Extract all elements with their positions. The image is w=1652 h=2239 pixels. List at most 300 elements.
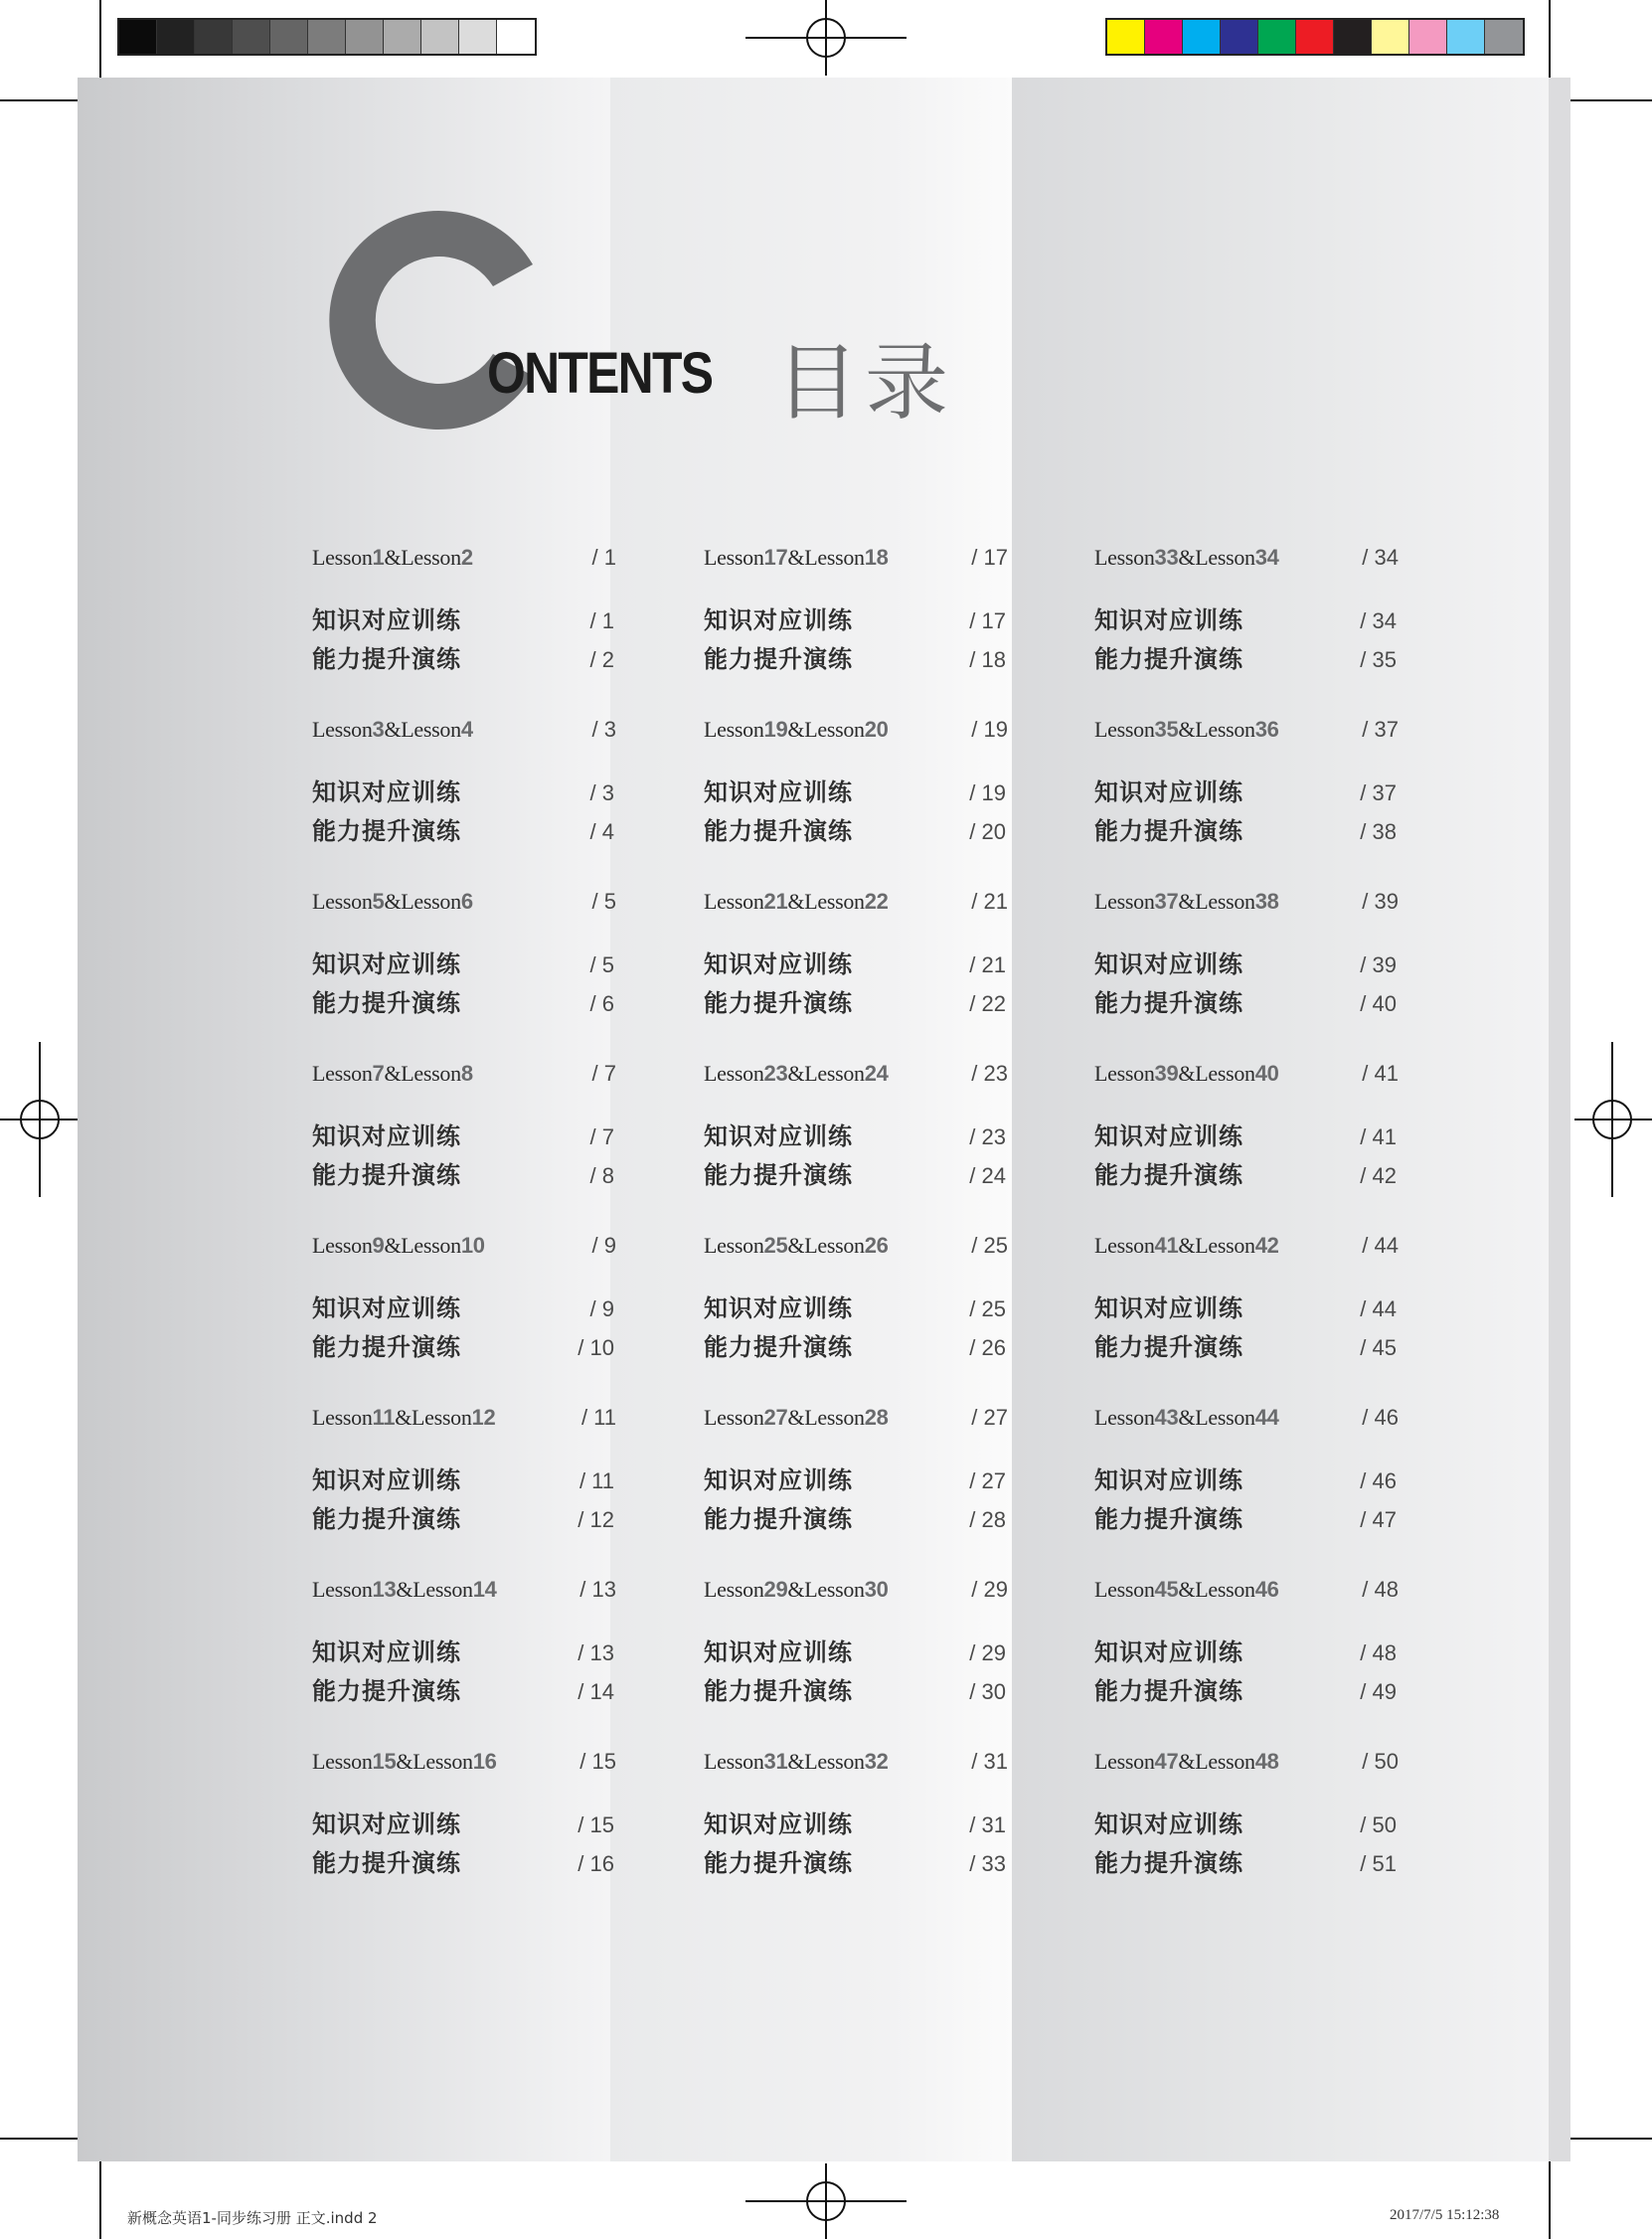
lesson-word: Lesson xyxy=(704,545,764,570)
ability-practice-label: 能力提升演练 xyxy=(312,1505,461,1533)
page-number: / 21 xyxy=(971,889,1008,914)
ability-practice-label: 能力提升演练 xyxy=(704,989,853,1017)
lesson-row xyxy=(1094,1233,1399,1259)
lesson-title xyxy=(312,1405,495,1431)
lesson-title xyxy=(704,1061,889,1087)
page-number: / 41 xyxy=(1360,1124,1397,1149)
ability-practice-label: 能力提升演练 xyxy=(312,1333,461,1361)
contents-title: ONTENTS xyxy=(487,341,713,406)
color-swatch xyxy=(157,20,195,54)
lesson-number: 48 xyxy=(1254,1749,1279,1774)
knowledge-row xyxy=(704,1117,1008,1151)
knowledge-training-label: 知识对应训练 xyxy=(1094,606,1243,634)
page-number: / 33 xyxy=(969,1851,1006,1876)
lesson-row xyxy=(1094,1749,1399,1775)
lesson-number: 3 xyxy=(372,717,385,742)
page-number: / 34 xyxy=(1362,545,1399,570)
page-number: / 50 xyxy=(1360,1812,1397,1837)
ability-practice-label: 能力提升演练 xyxy=(1094,1161,1243,1189)
lesson-number: 42 xyxy=(1254,1233,1279,1258)
toc-entry xyxy=(704,889,1008,1061)
ability-row xyxy=(312,983,616,1018)
ability-row xyxy=(704,983,1008,1018)
page-number: / 17 xyxy=(969,608,1006,633)
lesson-row xyxy=(1094,1577,1399,1603)
lesson-title xyxy=(704,1405,889,1431)
page-number: / 1 xyxy=(589,608,614,633)
lesson-word: Lesson xyxy=(1195,717,1255,742)
lesson-word: Lesson xyxy=(412,1405,472,1430)
lesson-number: 36 xyxy=(1254,717,1279,742)
ability-row xyxy=(312,1155,616,1190)
knowledge-row xyxy=(312,1805,616,1839)
toc-entry xyxy=(704,1061,1008,1233)
knowledge-row xyxy=(1094,1461,1399,1495)
lesson-number: 46 xyxy=(1254,1577,1279,1602)
ability-row xyxy=(704,1499,1008,1534)
color-swatch xyxy=(1221,20,1258,54)
ampersand: & xyxy=(384,717,402,742)
page-number: / 8 xyxy=(589,1163,614,1188)
lesson-title xyxy=(704,717,889,743)
lesson-number: 14 xyxy=(472,1577,497,1602)
lesson-number: 1 xyxy=(372,545,385,570)
lesson-word: Lesson xyxy=(1094,717,1155,742)
ampersand: & xyxy=(1178,1405,1196,1430)
knowledge-training-label: 知识对应训练 xyxy=(704,1294,853,1322)
ampersand: & xyxy=(787,1061,805,1086)
lesson-word: Lesson xyxy=(704,1061,764,1086)
ability-row xyxy=(1094,639,1399,674)
lesson-word: Lesson xyxy=(401,1061,461,1086)
lesson-row xyxy=(312,1749,616,1775)
lesson-title xyxy=(1094,1233,1279,1259)
color-swatch xyxy=(384,20,421,54)
page-number: / 19 xyxy=(971,717,1008,742)
color-swatch xyxy=(119,20,157,54)
knowledge-training-label: 知识对应训练 xyxy=(1094,1638,1243,1666)
toc-entry xyxy=(704,1405,1008,1577)
lesson-number: 10 xyxy=(460,1233,485,1258)
color-swatch xyxy=(1409,20,1447,54)
lesson-number: 24 xyxy=(864,1061,889,1086)
lesson-number: 35 xyxy=(1154,717,1179,742)
toc-entry xyxy=(312,889,616,1061)
color-swatch xyxy=(1258,20,1296,54)
lesson-word: Lesson xyxy=(1094,1061,1155,1086)
ampersand: & xyxy=(384,545,402,570)
page-number: / 19 xyxy=(969,780,1006,805)
lesson-word: Lesson xyxy=(704,1577,764,1602)
lesson-title xyxy=(1094,1749,1279,1775)
toc-entry xyxy=(1094,1749,1399,1921)
page-number: / 9 xyxy=(591,1233,616,1258)
lesson-word: Lesson xyxy=(804,545,865,570)
lesson-word: Lesson xyxy=(1094,1233,1155,1258)
lesson-word: Lesson xyxy=(704,1749,764,1774)
ampersand: & xyxy=(384,1233,402,1258)
lesson-word: Lesson xyxy=(312,1405,373,1430)
ability-practice-label: 能力提升演练 xyxy=(704,817,853,845)
ability-practice-label: 能力提升演练 xyxy=(312,1161,461,1189)
lesson-word: Lesson xyxy=(704,1405,764,1430)
lesson-number: 40 xyxy=(1254,1061,1279,1086)
color-swatch xyxy=(195,20,233,54)
ability-practice-label: 能力提升演练 xyxy=(1094,645,1243,673)
page-number: / 48 xyxy=(1360,1640,1397,1665)
lesson-number: 34 xyxy=(1254,545,1279,570)
footer-file-info: 新概念英语1-同步练习册 正文.indd 2 xyxy=(127,2209,378,2227)
color-swatch xyxy=(308,20,346,54)
page-number: / 17 xyxy=(971,545,1008,570)
lesson-number: 17 xyxy=(763,545,788,570)
knowledge-training-label: 知识对应训练 xyxy=(704,1810,853,1838)
ability-row xyxy=(312,811,616,846)
lesson-number: 44 xyxy=(1254,1405,1279,1430)
knowledge-training-label: 知识对应训练 xyxy=(312,950,461,978)
color-swatch xyxy=(421,20,459,54)
ability-row xyxy=(704,639,1008,674)
page-number: / 20 xyxy=(969,819,1006,844)
lesson-number: 5 xyxy=(372,889,385,914)
lesson-title xyxy=(312,1061,473,1087)
lesson-row xyxy=(312,1233,616,1259)
lesson-title xyxy=(312,1749,497,1775)
page-number: / 3 xyxy=(589,780,614,805)
page-number: / 25 xyxy=(971,1233,1008,1258)
knowledge-row xyxy=(312,601,616,635)
lesson-title xyxy=(312,545,473,571)
lesson-row xyxy=(312,889,616,915)
lesson-word: Lesson xyxy=(1195,1405,1255,1430)
lesson-row xyxy=(1094,889,1399,915)
page-number: / 22 xyxy=(969,991,1006,1016)
ampersand: & xyxy=(384,1061,402,1086)
lesson-number: 2 xyxy=(460,545,473,570)
lesson-number: 12 xyxy=(471,1405,496,1430)
ability-row xyxy=(312,1499,616,1534)
knowledge-training-label: 知识对应训练 xyxy=(1094,950,1243,978)
page-number: / 4 xyxy=(589,819,614,844)
lesson-number: 26 xyxy=(864,1233,889,1258)
page-number: / 16 xyxy=(578,1851,614,1876)
lesson-word: Lesson xyxy=(1094,545,1155,570)
page-number: / 13 xyxy=(579,1577,616,1602)
knowledge-row xyxy=(1094,1633,1399,1667)
toc-entry xyxy=(1094,717,1399,889)
page-number: / 14 xyxy=(578,1679,614,1704)
page-number: / 44 xyxy=(1362,1233,1399,1258)
page-number: / 25 xyxy=(969,1296,1006,1321)
lesson-number: 41 xyxy=(1154,1233,1179,1258)
lesson-word: Lesson xyxy=(1195,1577,1255,1602)
ability-practice-label: 能力提升演练 xyxy=(1094,1677,1243,1705)
knowledge-training-label: 知识对应训练 xyxy=(704,1638,853,1666)
ability-row xyxy=(704,1843,1008,1878)
page-number: / 31 xyxy=(969,1812,1006,1837)
knowledge-row xyxy=(704,1461,1008,1495)
knowledge-row xyxy=(704,1805,1008,1839)
color-swatch xyxy=(459,20,497,54)
page-number: / 11 xyxy=(580,1405,616,1430)
ability-practice-label: 能力提升演练 xyxy=(704,645,853,673)
lesson-number: 29 xyxy=(763,1577,788,1602)
color-calibration-bar xyxy=(1105,18,1525,56)
page-number: / 13 xyxy=(578,1640,614,1665)
color-swatch xyxy=(1447,20,1485,54)
knowledge-training-label: 知识对应训练 xyxy=(312,1122,461,1150)
page-number: / 3 xyxy=(591,717,616,742)
footer-timestamp: 2017/7/5 15:12:38 xyxy=(1390,2207,1500,2223)
lesson-word: Lesson xyxy=(1195,889,1255,914)
ability-practice-label: 能力提升演练 xyxy=(312,989,461,1017)
page-number: / 49 xyxy=(1360,1679,1397,1704)
lesson-row xyxy=(704,1405,1008,1431)
lesson-number: 11 xyxy=(372,1405,396,1430)
page-number: / 30 xyxy=(969,1679,1006,1704)
ampersand: & xyxy=(787,545,805,570)
toc-entry xyxy=(1094,1233,1399,1405)
lesson-row xyxy=(312,1405,616,1431)
lesson-title xyxy=(704,1749,889,1775)
lesson-number: 21 xyxy=(763,889,788,914)
ability-row xyxy=(312,1843,616,1878)
page-number: / 23 xyxy=(969,1124,1006,1149)
ampersand: & xyxy=(787,889,805,914)
page-number: / 39 xyxy=(1360,952,1397,977)
knowledge-row xyxy=(704,1633,1008,1667)
lesson-number: 6 xyxy=(460,889,473,914)
lesson-row xyxy=(312,545,616,571)
color-swatch xyxy=(1145,20,1183,54)
ampersand: & xyxy=(787,1749,805,1774)
knowledge-training-label: 知识对应训练 xyxy=(312,1294,461,1322)
lesson-row xyxy=(312,717,616,743)
ability-practice-label: 能力提升演练 xyxy=(704,1333,853,1361)
knowledge-training-label: 知识对应训练 xyxy=(312,606,461,634)
page-number: / 51 xyxy=(1360,1851,1397,1876)
lesson-number: 23 xyxy=(763,1061,788,1086)
knowledge-row xyxy=(312,1461,616,1495)
ability-row xyxy=(1094,1327,1399,1362)
lesson-number: 37 xyxy=(1154,889,1179,914)
lesson-number: 25 xyxy=(763,1233,788,1258)
lesson-number: 19 xyxy=(763,717,788,742)
toc-entry xyxy=(312,717,616,889)
page-number: / 28 xyxy=(969,1507,1006,1532)
page-number: / 40 xyxy=(1360,991,1397,1016)
color-swatch xyxy=(1372,20,1409,54)
lesson-row xyxy=(704,1061,1008,1087)
toc-column-1 xyxy=(312,545,616,1921)
page-number: / 46 xyxy=(1362,1405,1399,1430)
lesson-title xyxy=(312,717,473,743)
page-number: / 1 xyxy=(591,545,616,570)
ability-row xyxy=(1094,1499,1399,1534)
contents-title-chinese: 目录 xyxy=(775,334,955,431)
page-number: / 42 xyxy=(1360,1163,1397,1188)
lesson-word: Lesson xyxy=(1195,1749,1255,1774)
knowledge-training-label: 知识对应训练 xyxy=(312,1638,461,1666)
ampersand: & xyxy=(787,1405,805,1430)
knowledge-training-label: 知识对应训练 xyxy=(704,950,853,978)
ampersand: & xyxy=(1178,1061,1196,1086)
lesson-word: Lesson xyxy=(704,889,764,914)
lesson-number: 33 xyxy=(1154,545,1179,570)
ability-row xyxy=(704,1327,1008,1362)
ability-practice-label: 能力提升演练 xyxy=(1094,1849,1243,1877)
knowledge-row xyxy=(312,945,616,979)
ampersand: & xyxy=(396,1577,413,1602)
color-swatch xyxy=(1183,20,1221,54)
page-number: / 37 xyxy=(1362,717,1399,742)
lesson-title xyxy=(1094,717,1279,743)
page-number: / 21 xyxy=(969,952,1006,977)
toc-entry xyxy=(1094,1061,1399,1233)
grayscale-calibration-bar xyxy=(117,18,537,56)
ability-row xyxy=(1094,1671,1399,1706)
lesson-row xyxy=(704,1749,1008,1775)
page-number: / 47 xyxy=(1360,1507,1397,1532)
page-number: / 15 xyxy=(579,1749,616,1774)
page-number: / 18 xyxy=(969,647,1006,672)
ampersand: & xyxy=(1178,545,1196,570)
ability-row xyxy=(312,639,616,674)
lesson-word: Lesson xyxy=(804,717,865,742)
lesson-title xyxy=(704,1233,889,1259)
toc-entry xyxy=(704,1577,1008,1749)
knowledge-row xyxy=(1094,773,1399,807)
ability-row xyxy=(1094,1843,1399,1878)
lesson-number: 30 xyxy=(864,1577,889,1602)
ability-row xyxy=(1094,1155,1399,1190)
toc-entry xyxy=(704,1749,1008,1921)
lesson-word: Lesson xyxy=(1094,889,1155,914)
toc-entry xyxy=(312,1577,616,1749)
knowledge-row xyxy=(1094,1289,1399,1323)
page-number: / 35 xyxy=(1360,647,1397,672)
page-number: / 50 xyxy=(1362,1749,1399,1774)
ability-row xyxy=(1094,983,1399,1018)
knowledge-training-label: 知识对应训练 xyxy=(312,1810,461,1838)
color-swatch xyxy=(1334,20,1372,54)
page-number: / 37 xyxy=(1360,780,1397,805)
lesson-number: 38 xyxy=(1254,889,1279,914)
ampersand: & xyxy=(1178,889,1196,914)
knowledge-row xyxy=(312,1289,616,1323)
lesson-title xyxy=(1094,1061,1279,1087)
lesson-word: Lesson xyxy=(1195,545,1255,570)
ability-practice-label: 能力提升演练 xyxy=(1094,989,1243,1017)
lesson-word: Lesson xyxy=(401,889,461,914)
toc-entry xyxy=(312,1233,616,1405)
toc-entry xyxy=(1094,1577,1399,1749)
lesson-row xyxy=(704,545,1008,571)
lesson-title xyxy=(1094,545,1279,571)
page-number: / 38 xyxy=(1360,819,1397,844)
ampersand: & xyxy=(1178,1577,1196,1602)
lesson-row xyxy=(704,1577,1008,1603)
ability-practice-label: 能力提升演练 xyxy=(704,1161,853,1189)
ability-row xyxy=(312,1327,616,1362)
page-number: / 2 xyxy=(589,647,614,672)
lesson-word: Lesson xyxy=(804,1061,865,1086)
lesson-title xyxy=(312,889,473,915)
lesson-number: 13 xyxy=(372,1577,397,1602)
knowledge-training-label: 知识对应训练 xyxy=(1094,1294,1243,1322)
knowledge-training-label: 知识对应训练 xyxy=(704,1122,853,1150)
ability-row xyxy=(704,811,1008,846)
knowledge-row xyxy=(704,773,1008,807)
page-number: / 48 xyxy=(1362,1577,1399,1602)
color-swatch xyxy=(270,20,308,54)
lesson-word: Lesson xyxy=(704,717,764,742)
ampersand: & xyxy=(384,889,402,914)
lesson-number: 43 xyxy=(1154,1405,1179,1430)
lesson-word: Lesson xyxy=(804,1233,865,1258)
lesson-number: 47 xyxy=(1154,1749,1179,1774)
lesson-row xyxy=(1094,1061,1399,1087)
lesson-number: 45 xyxy=(1154,1577,1179,1602)
knowledge-training-label: 知识对应训练 xyxy=(312,1466,461,1494)
toc-entry xyxy=(1094,889,1399,1061)
lesson-row xyxy=(704,1233,1008,1259)
color-swatch xyxy=(1485,20,1523,54)
lesson-word: Lesson xyxy=(312,1749,373,1774)
page-number: / 23 xyxy=(971,1061,1008,1086)
ampersand: & xyxy=(787,717,805,742)
lesson-row xyxy=(1094,1405,1399,1431)
ability-practice-label: 能力提升演练 xyxy=(704,1505,853,1533)
page-number: / 29 xyxy=(971,1577,1008,1602)
background-panel-edge xyxy=(1549,78,1570,2161)
toc-column-3 xyxy=(1094,545,1399,1921)
lesson-word: Lesson xyxy=(312,717,373,742)
ampersand: & xyxy=(1178,1233,1196,1258)
lesson-word: Lesson xyxy=(312,545,373,570)
lesson-word: Lesson xyxy=(312,1233,373,1258)
knowledge-row xyxy=(704,945,1008,979)
lesson-word: Lesson xyxy=(1195,1233,1255,1258)
lesson-number: 8 xyxy=(460,1061,473,1086)
toc-entry xyxy=(704,1233,1008,1405)
ability-row xyxy=(704,1155,1008,1190)
page-number: / 27 xyxy=(971,1405,1008,1430)
ability-row xyxy=(312,1671,616,1706)
lesson-number: 16 xyxy=(472,1749,497,1774)
page-number: / 11 xyxy=(578,1468,614,1493)
ability-practice-label: 能力提升演练 xyxy=(312,817,461,845)
lesson-row xyxy=(1094,717,1399,743)
knowledge-row xyxy=(1094,601,1399,635)
ability-practice-label: 能力提升演练 xyxy=(1094,1333,1243,1361)
ampersand: & xyxy=(1178,1749,1196,1774)
toc-entry xyxy=(312,1405,616,1577)
ability-row xyxy=(704,1671,1008,1706)
ability-practice-label: 能力提升演练 xyxy=(312,1677,461,1705)
ability-practice-label: 能力提升演练 xyxy=(704,1849,853,1877)
lesson-number: 27 xyxy=(763,1405,788,1430)
lesson-number: 15 xyxy=(372,1749,397,1774)
lesson-word: Lesson xyxy=(804,1577,865,1602)
lesson-row xyxy=(704,717,1008,743)
lesson-row xyxy=(312,1061,616,1087)
lesson-title xyxy=(704,889,889,915)
lesson-word: Lesson xyxy=(401,1233,461,1258)
page-number: / 31 xyxy=(971,1749,1008,1774)
toc-column-2 xyxy=(704,545,1008,1921)
lesson-word: Lesson xyxy=(1094,1405,1155,1430)
